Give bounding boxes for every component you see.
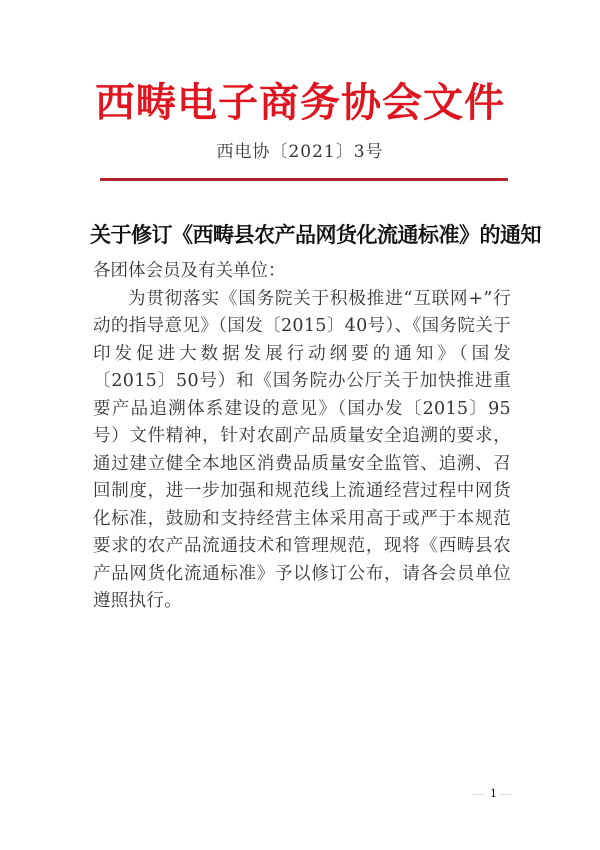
document-number: 西电协〔2021〕3号	[216, 142, 384, 162]
notice-title: 关于修订《西畴县农产品网货化流通标准》的通知	[90, 222, 541, 247]
page-number: 1	[490, 787, 497, 800]
document-body	[93, 258, 511, 616]
body-paragraph: 为贯彻落实《国务院关于积极推进“互联网+”行动的指导意见》（国发〔2015〕40号）、《国务院关于印发促进大数据发展行动纲要的通知》（国发〔2015〕50号）和《国务院办公厅关于加快推进重要产品追溯体系建设的意见》（国办发〔2015〕95号）文件精神，针对农副产品质量安全追溯的要求，通过建立健全本地区消费品质量安全监管、追溯、召回制度，进一步加强和规范线上流通经营过程中网货化标准，鼓励和支持经营主体采用高于或严于本规范要求的农产品流通技术和管理规范，现将《西畴县农产品网货化流通标准》予以修订公布，请各会员单位遵照执行。	[93, 288, 511, 611]
page-number-dash-right	[500, 794, 512, 795]
document-header-title: 西畴电子商务协会文件	[95, 79, 505, 126]
page-footer	[470, 787, 520, 801]
salutation: 各团体会员及有关单位：	[93, 261, 286, 281]
red-divider-rule	[100, 178, 508, 181]
page-number-dash-left	[472, 794, 484, 795]
